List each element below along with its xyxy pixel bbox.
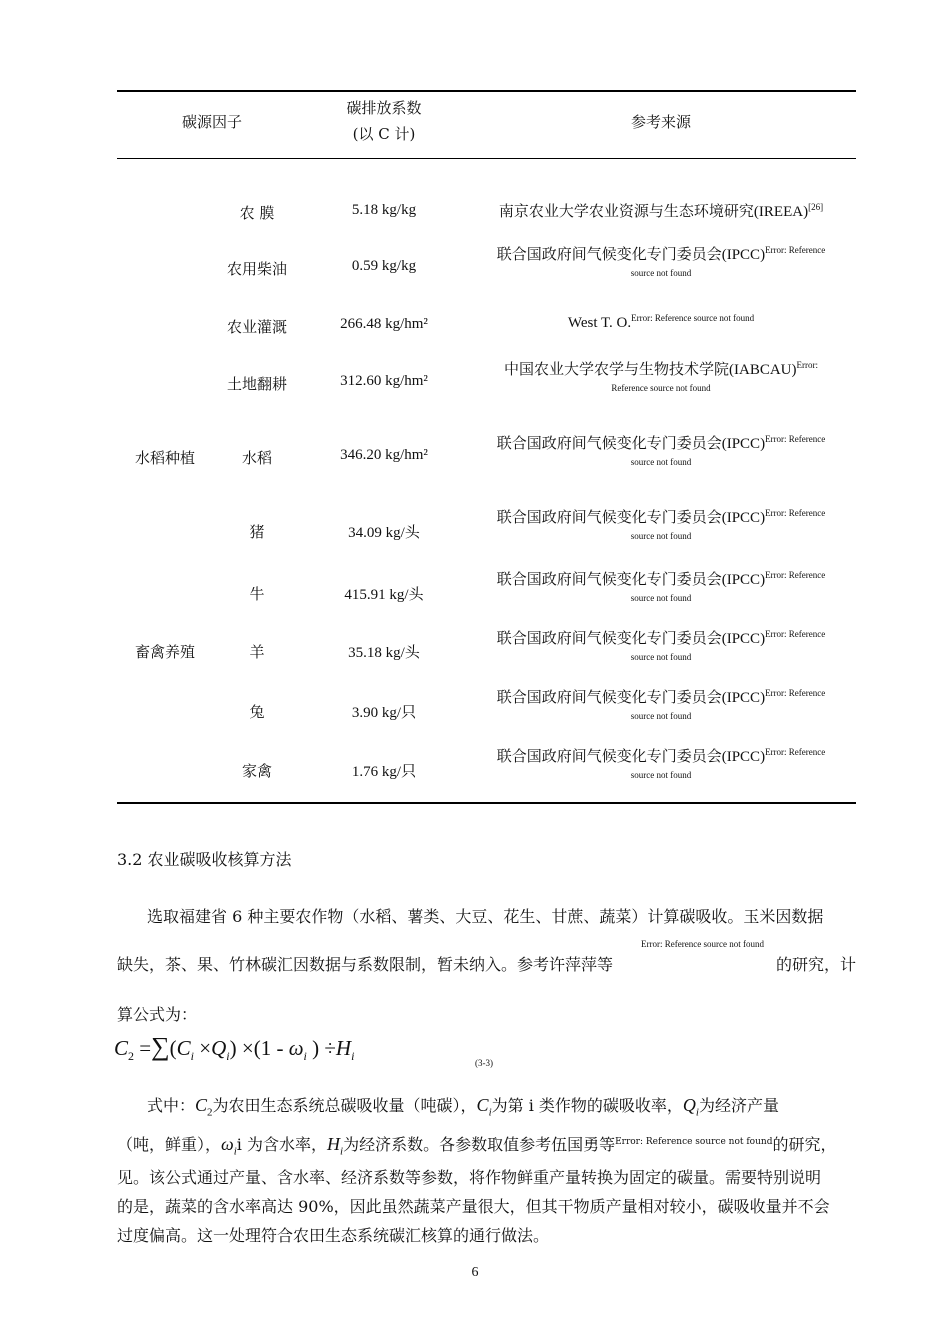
table-row-coefficient: 312.60 kg/hm²	[340, 373, 428, 389]
table-row-coefficient: 1.76 kg/只	[351, 764, 417, 780]
paragraph-line: 选取福建省 6 种主要农作物（水稻、薯类、大豆、花生、甘蔗、蔬菜）计算碳吸收。玉米因数据	[147, 907, 824, 926]
table-row-factor: 水稻	[241, 449, 272, 467]
category-livestock: 畜禽养殖	[134, 643, 195, 661]
var-qi: $Q_i$	[682, 1095, 699, 1119]
definitions-line1: 式中：$C_2$为农田生态系统总碳吸收量（吨碳），$C_i$为第 i 类作物的碳吸收率，$Q_i$为经济产量	[147, 1095, 779, 1119]
table-row-coefficient: 3.90 kg/只	[351, 705, 417, 721]
table-bottom-rule	[117, 802, 856, 804]
section-heading: 3.2 农业碳吸收核算方法	[117, 850, 292, 869]
table-row-coefficient: 346.20 kg/hm²	[340, 447, 428, 463]
paragraph-line: 的研究，计	[776, 955, 857, 974]
table-row-reference: 联合国政府间气候变化专门委员会(IPCC)$^{Error: Reference}$ source not found	[496, 629, 826, 662]
table-row-coefficient: 5.18 kg/kg	[351, 202, 417, 218]
definitions-line2: （吨，鲜重），$\omega_ii$ 为含水率，$H_i$为经济系数。各参数取值参考伍国勇等$^{Error: Reference source not found}$的研究，	[117, 1134, 837, 1158]
paragraph-line: 算公式为：	[117, 1005, 198, 1024]
category-rice-planting: 水稻种植	[134, 449, 195, 467]
table-row-factor: 家禽	[241, 762, 272, 780]
var-c2: $C_2$	[195, 1095, 213, 1119]
equation-number: (3-3)	[475, 1058, 493, 1068]
header-coefficient-line1: 碳排放系数	[346, 99, 422, 117]
citation-error: Error: Reference source not found	[641, 939, 764, 949]
table-row-factor: 农业灌溉	[226, 318, 287, 336]
table-row-factor: 兔	[249, 703, 265, 721]
var-ci: $C_i$	[476, 1095, 492, 1119]
var-hi: $H_i$	[327, 1134, 344, 1158]
table-row-factor: 牛	[249, 585, 265, 603]
header-coefficient	[320, 95, 448, 147]
table-top-rule	[117, 90, 856, 92]
table-row-coefficient: 34.09 kg/头	[348, 525, 420, 541]
var-wi: $\omega_i$	[221, 1134, 237, 1158]
table-row-reference: 联合国政府间气候变化专门委员会(IPCC)$^{Error: Reference}$ source not found	[496, 747, 826, 780]
table-row-factor: 猪	[249, 523, 265, 541]
table-row-reference: 联合国政府间气候变化专门委员会(IPCC)$^{Error: Reference}$ source not found	[496, 688, 826, 721]
formula: $C_2 =\sum(C_i \times Q_i) \times(1 - \omega_i$ ) $\div H_i$	[114, 1032, 355, 1064]
paragraph-line: 的是，蔬菜的含水率高达 90%，因此虽然蔬菜产量很大，但其干物质产量相对较小，碳吸收量并不会	[117, 1197, 830, 1216]
table-row-reference: 中国农业大学农学与生物技术学院(IABCAU)$^{Error:}$ Reference source not found	[504, 360, 818, 393]
paragraph-line: 过度偏高。这一处理符合农田生态系统碳汇核算的通行做法。	[117, 1226, 550, 1245]
table-row-reference: 联合国政府间气候变化专门委员会(IPCC)$^{Error: Reference}$ source not found	[496, 570, 826, 603]
table-row-factor: 农用柴油	[226, 260, 287, 278]
table-row-reference: 联合国政府间气候变化专门委员会(IPCC)$^{Error: Reference}$ source not found	[496, 508, 826, 541]
header-source-factor: 碳源因子	[181, 113, 242, 131]
table-row-factor: 土地翻耕	[226, 375, 287, 393]
table-row-coefficient: 266.48 kg/hm²	[340, 316, 428, 332]
table-header-rule	[117, 158, 856, 159]
table-row-coefficient: 415.91 kg/头	[344, 587, 424, 603]
paragraph-line: 缺失，茶、果、竹林碳汇因数据与系数限制，暂未纳入。参考许萍萍等	[117, 955, 614, 974]
table-row-factor: 羊	[249, 643, 265, 661]
table-row-reference: 南京农业大学农业资源与生态环境研究(IREEA)[26]	[498, 202, 824, 220]
table-row-reference: 联合国政府间气候变化专门委员会(IPCC)$^{Error: Reference}$ source not found	[496, 434, 826, 467]
table-row-coefficient: 0.59 kg/kg	[351, 258, 417, 274]
table-row-coefficient: 35.18 kg/头	[348, 645, 420, 661]
paragraph-line: 见。该公式通过产量、含水率、经济系数等参数，将作物鲜重产量转换为固定的碳量。需要特别说明	[117, 1168, 822, 1187]
header-reference: 参考来源	[630, 113, 691, 131]
page-number: 6	[471, 1265, 479, 1280]
table-row-reference: West T. O.$^{Error: Reference source not found}$	[567, 313, 755, 331]
table-row-reference: 联合国政府间气候变化专门委员会(IPCC)$^{Error: Reference}$ source not found	[496, 245, 826, 278]
table-row-factor: 农 膜	[239, 204, 275, 222]
header-coefficient-line2: (以 C 计)	[352, 125, 416, 143]
